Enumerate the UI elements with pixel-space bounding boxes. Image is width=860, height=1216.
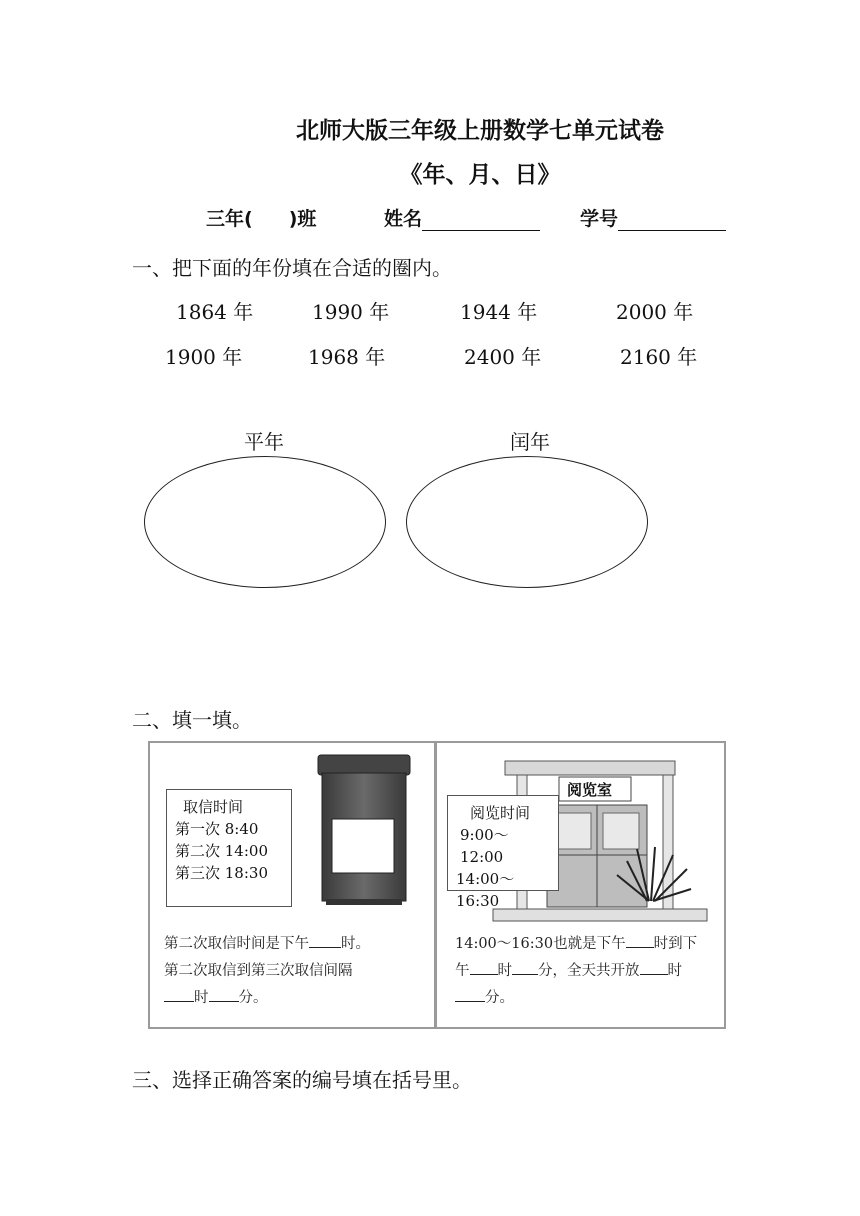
- answer-blank[interactable]: [309, 931, 341, 948]
- section1-heading: 一、把下面的年份填在合适的圈内。: [132, 256, 452, 280]
- section3-heading: 三、选择正确答案的编号填在括号里。: [132, 1068, 472, 1092]
- question-text: 分。: [238, 990, 268, 1006]
- sign-title: 取信时间: [183, 798, 244, 816]
- class-suffix: )班: [288, 208, 317, 230]
- mailbox-panel: [148, 741, 436, 1029]
- question-text: 第二次取信到第三次取信间隔: [164, 963, 353, 979]
- answer-blank[interactable]: [512, 958, 538, 975]
- section2-heading: 二、填一填。: [132, 708, 252, 732]
- question-text: 分。: [485, 990, 514, 1006]
- year-item: 2400 年: [464, 345, 542, 369]
- name-field[interactable]: [384, 204, 540, 231]
- id-blank[interactable]: [618, 210, 726, 231]
- question-text: 午: [455, 963, 470, 979]
- year-item: 1968 年: [308, 345, 386, 369]
- year-item: 1900 年: [165, 345, 243, 369]
- answer-blank[interactable]: [209, 985, 239, 1002]
- year-item: 1990 年: [312, 300, 390, 324]
- student-id-field[interactable]: [580, 204, 726, 231]
- year-item: 1944 年: [460, 300, 538, 324]
- common-year-label: 平年: [244, 430, 284, 454]
- page-subtitle: 《年、月、日》: [399, 162, 561, 188]
- reading-question: [455, 931, 697, 1012]
- question-text: 时。: [341, 936, 370, 952]
- question-text: 时: [497, 963, 512, 979]
- year-item: 2000 年: [616, 300, 694, 324]
- name-blank[interactable]: [422, 210, 540, 231]
- reading-room-sign: 阅览室: [567, 781, 613, 799]
- leap-year-label: 闰年: [510, 430, 550, 454]
- sign-title: 阅览时间: [470, 804, 531, 822]
- common-year-circle[interactable]: [144, 456, 386, 588]
- name-label: 姓名: [384, 208, 423, 230]
- leap-year-circle[interactable]: [406, 456, 648, 588]
- question-text: 时: [667, 963, 682, 979]
- mailbox-icon: [308, 753, 420, 913]
- year-item: 1864 年: [176, 300, 254, 324]
- question-text: 14:00～16:30也就是下午: [455, 936, 626, 952]
- answer-blank[interactable]: [164, 985, 194, 1002]
- answer-blank[interactable]: [455, 985, 485, 1002]
- sign-line: 9:00～12:00: [460, 826, 509, 866]
- answer-blank[interactable]: [626, 931, 654, 948]
- answer-blank[interactable]: [640, 958, 668, 975]
- reading-time-sign: [447, 795, 559, 910]
- question-text: 第二次取信时间是下午: [164, 936, 309, 952]
- pickup-time-sign: [166, 789, 292, 907]
- question-text: 分，全天共开放: [538, 963, 640, 979]
- class-label: 三年(: [206, 208, 253, 230]
- question-text: 时到下: [653, 936, 698, 952]
- year-item: 2160 年: [620, 345, 698, 369]
- mailbox-question: [164, 931, 370, 1012]
- class-field: [206, 204, 316, 231]
- sign-line: 第一次 8:40: [175, 820, 259, 838]
- page-title: 北师大版三年级上册数学七单元试卷: [296, 118, 664, 144]
- sign-line: 第三次 18:30: [175, 864, 268, 882]
- answer-blank[interactable]: [470, 958, 498, 975]
- reading-room-panel: [435, 741, 726, 1029]
- question-text: 时: [194, 990, 209, 1006]
- sign-line: 14:00～16:30: [456, 870, 515, 910]
- sign-line: 第二次 14:00: [175, 842, 268, 860]
- id-label: 学号: [580, 208, 619, 230]
